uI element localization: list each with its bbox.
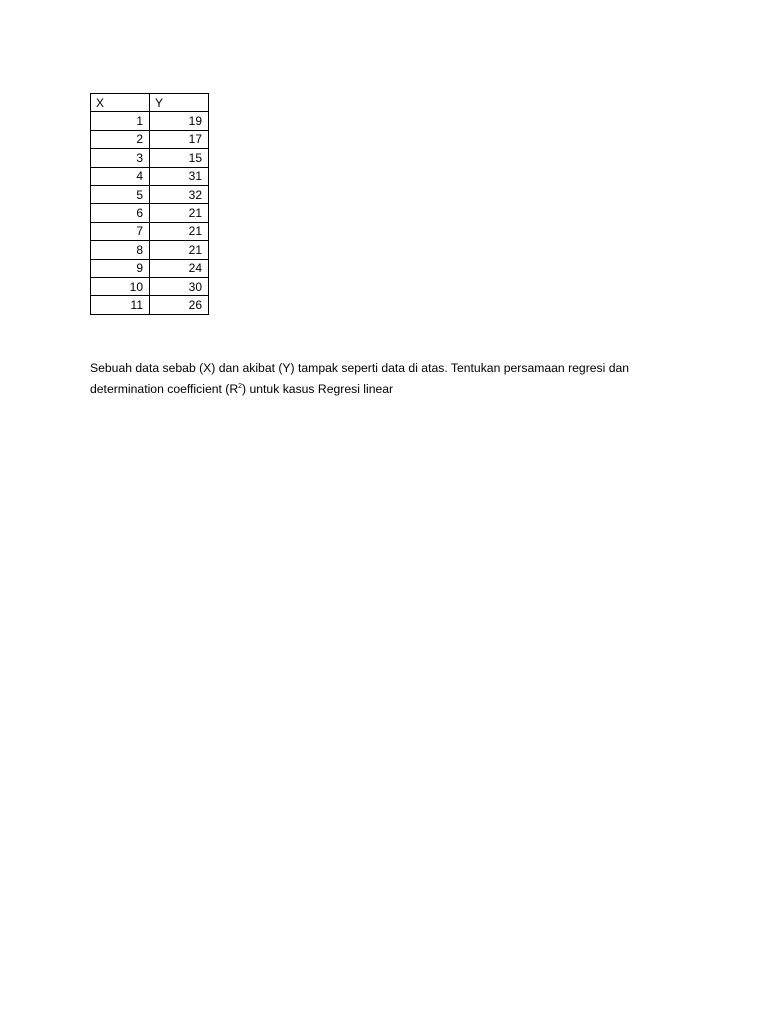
- cell-y: 15: [150, 149, 209, 167]
- cell-y: 21: [150, 241, 209, 259]
- cell-x: 1: [91, 112, 150, 130]
- cell-y: 21: [150, 204, 209, 222]
- r-squared-superscript: 2: [238, 383, 243, 390]
- cell-y: 24: [150, 259, 209, 277]
- table-row: [91, 222, 209, 240]
- cell-x: 10: [91, 277, 150, 295]
- cell-x: 3: [91, 149, 150, 167]
- question-paragraph: [90, 358, 690, 400]
- table-row: [91, 204, 209, 222]
- question-line-2-end: ) untuk kasus Regresi linear: [242, 382, 394, 396]
- cell-x: 8: [91, 241, 150, 259]
- table-header: [91, 94, 209, 112]
- cell-y: 17: [150, 130, 209, 148]
- cell-x: 5: [91, 185, 150, 203]
- cell-y: 19: [150, 112, 209, 130]
- cell-x: 7: [91, 222, 150, 240]
- question-line-2-start: determination coefficient (R: [90, 382, 239, 396]
- table-row: [91, 149, 209, 167]
- cell-x: 4: [91, 167, 150, 185]
- cell-x: 9: [91, 259, 150, 277]
- cell-x: 6: [91, 204, 150, 222]
- table-row: [91, 112, 209, 130]
- column-header-x: X: [91, 94, 150, 112]
- cell-y: 30: [150, 277, 209, 295]
- table-body: [91, 112, 209, 314]
- column-header-y: Y: [150, 94, 209, 112]
- cell-x: 11: [91, 296, 150, 314]
- table-row: [91, 277, 209, 295]
- table-row: [91, 241, 209, 259]
- xy-data-table: [90, 93, 209, 315]
- cell-y: 26: [150, 296, 209, 314]
- table-header-row: [91, 94, 209, 112]
- cell-y: 31: [150, 167, 209, 185]
- cell-y: 32: [150, 185, 209, 203]
- table-row: [91, 296, 209, 314]
- table-row: [91, 185, 209, 203]
- table-row: [91, 259, 209, 277]
- question-line-1: Sebuah data sebab (X) dan akibat (Y) tampak seperti data di atas. Tentukan persamaan regresi dan: [90, 361, 630, 375]
- cell-y: 21: [150, 222, 209, 240]
- table-row: [91, 130, 209, 148]
- table-row: [91, 167, 209, 185]
- cell-x: 2: [91, 130, 150, 148]
